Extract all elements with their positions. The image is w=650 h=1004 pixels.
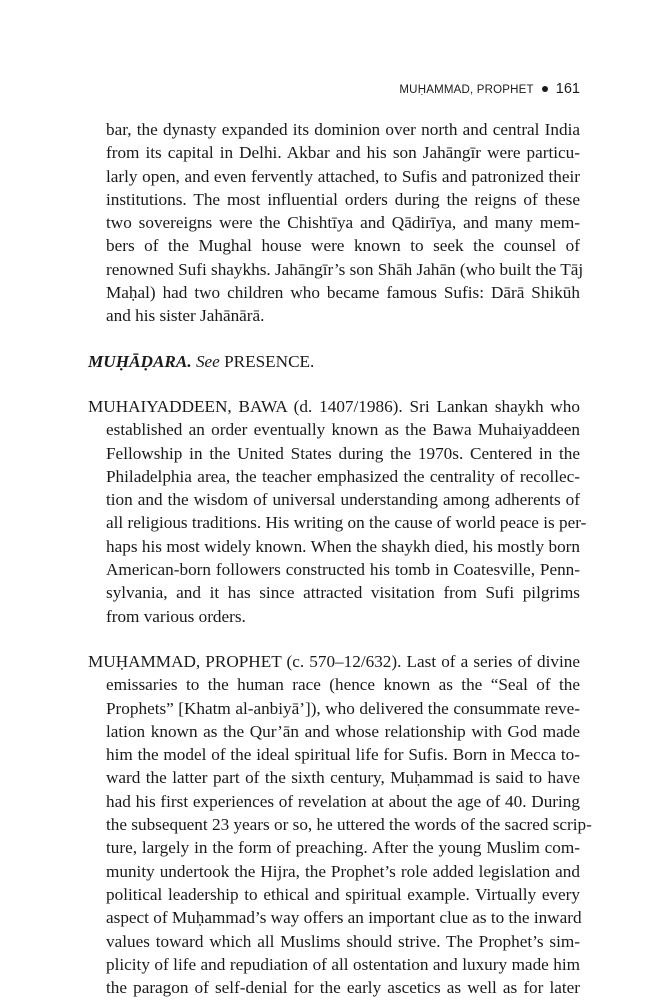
text-line: American-born followers constructed his tomb in Coatesville, Penn- bbox=[106, 560, 580, 580]
text-line: all religious traditions. His writing on the cause of world peace is per- bbox=[106, 513, 587, 533]
text-line: and his sister Jahānārā. bbox=[106, 306, 265, 326]
body-text bbox=[88, 118, 592, 999]
page-number: 161 bbox=[555, 81, 580, 97]
text-line: two sovereigns were the Chishtīya and Qādirīya, and many mem- bbox=[106, 213, 580, 233]
entry-muhadara bbox=[88, 350, 580, 373]
text-line: munity undertook the Hijra, the Prophet’s role added legislation and bbox=[106, 861, 580, 881]
text-line: plicity of life and repudiation of all ostentation and luxury made him bbox=[106, 954, 580, 974]
text-line: larly open, and even fervently attached, to Sufis and patronized their bbox=[106, 166, 580, 186]
text-line: sylvania, and it has since attracted visitation from Sufi pilgrims bbox=[106, 583, 580, 603]
text-line: Prophets” [Khatm al-anbiyā’]), who delivered the consummate reve- bbox=[106, 698, 580, 718]
text-line: him the model of the ideal spiritual life for Sufis. Born in Mecca to- bbox=[106, 745, 580, 765]
text-line: MUḤAMMAD, PROPHET (c. 570–12/632). Last of a series of divine bbox=[88, 651, 580, 671]
bullet-separator bbox=[542, 86, 548, 92]
text-line: ture, largely in the form of preaching. After the young Muslim com- bbox=[106, 838, 580, 858]
running-title: MUḤAMMAD, PROPHET bbox=[399, 84, 534, 96]
text-line: political leadership to ethical and spiritual example. Virtually every bbox=[106, 884, 580, 904]
text-line: from its capital in Delhi. Akbar and his son Jahāngīr were particu- bbox=[106, 143, 580, 163]
text-line: emissaries to the human race (hence known as the “Seal of the bbox=[106, 675, 580, 695]
text-line: Maḥal) had two children who became famous Sufis: Dārā Shikūh bbox=[106, 283, 580, 303]
see-label: See bbox=[195, 351, 220, 371]
text-line: renowned Sufi shaykhs. Jahāngīr’s son Shāh Jahān (who built the Tāj bbox=[106, 259, 584, 279]
text-line: established an order eventually known as the Bawa Muhaiyaddeen bbox=[106, 420, 580, 440]
text-line: lation known as the Qur’ān and whose relationship with God made bbox=[106, 721, 580, 741]
cross-reference bbox=[88, 350, 580, 373]
text-line: Fellowship in the United States during the 1970s. Centered in the bbox=[106, 443, 580, 463]
entry-term: MUḤĀḌARA. bbox=[88, 351, 192, 371]
text-line: ward the latter part of the sixth century, Muḥammad is said to have bbox=[106, 768, 580, 788]
text-line: haps his most widely known. When the shaykh died, his mostly born bbox=[106, 536, 580, 556]
text-line: bers of the Mughal house were known to seek the counsel of bbox=[106, 236, 580, 256]
text-line: the subsequent 23 years or so, he uttered the words of the sacred scrip- bbox=[106, 815, 592, 835]
text-line: had his first experiences of revelation at about the age of 40. During bbox=[106, 791, 580, 811]
text-line: the paragon of self-denial for the early ascetics as well as for later bbox=[106, 978, 580, 998]
text-line: tion and the wisdom of universal understanding among adherents of bbox=[106, 490, 580, 510]
see-target: PRESENCE. bbox=[224, 351, 315, 371]
text-line: MUHAIYADDEEN, BAWA (d. 1407/1986). Sri Lankan shaykh who bbox=[88, 396, 580, 416]
text-line: Philadelphia area, the teacher emphasized the centrality of recollec- bbox=[106, 466, 580, 486]
running-head bbox=[399, 81, 580, 97]
text-line: bar, the dynasty expanded its dominion over north and central India bbox=[106, 120, 580, 139]
text-line: from various orders. bbox=[106, 606, 246, 626]
text-line: institutions. The most influential orders during the reigns of these bbox=[106, 189, 580, 209]
entry-muhammad bbox=[88, 650, 592, 999]
text-line: values toward which all Muslims should strive. The Prophet’s sim- bbox=[106, 931, 580, 951]
entry-muhaiyaddeen bbox=[88, 395, 587, 628]
paragraph-continuation bbox=[88, 118, 584, 328]
text-line: aspect of Muḥammad’s way offers an important clue as to the inward bbox=[106, 908, 582, 928]
